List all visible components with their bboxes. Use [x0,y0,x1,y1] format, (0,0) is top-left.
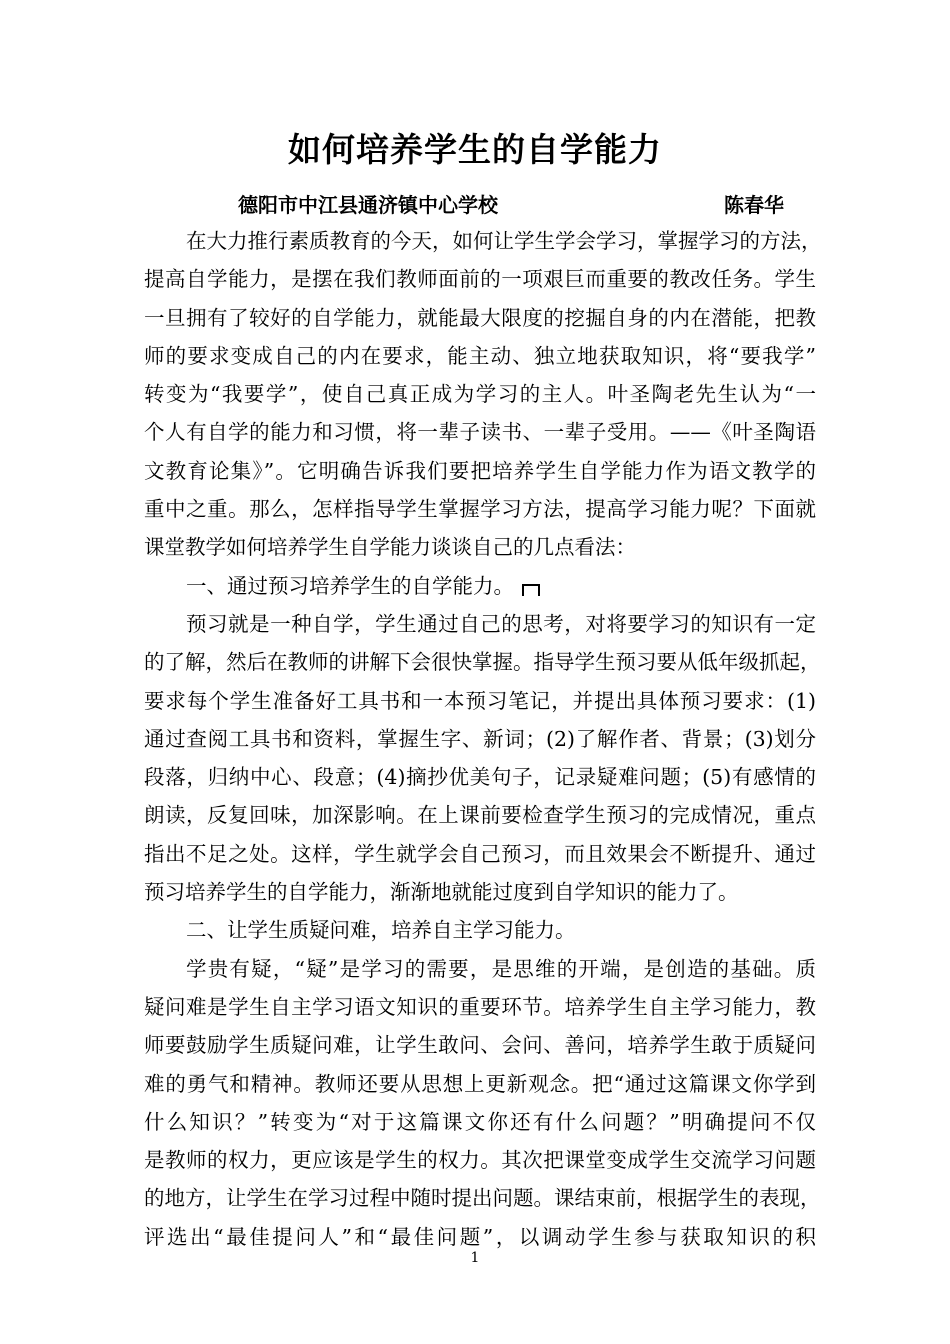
paragraph-line: 是教师的权力，更应该是学生的权力。其次把课堂变成学生交流学习问题 [144,1148,816,1173]
paragraph-line: 课堂教学如何培养学生自学能力谈谈自己的几点看法： [144,535,636,560]
paragraph-line: 师的要求变成自己的内在要求，能主动、独立地获取知识，将“要我学” [144,343,816,368]
section-heading-text: 一、通过预习培养学生的自学能力。 [186,573,514,598]
paragraph-line: 的了解，然后在教师的讲解下会很快掌握。指导学生预习要从低年级抓起， [144,650,821,675]
paragraph-line: 疑问难是学生自主学习语文知识的重要环节。培养学生自主学习能力，教 [144,994,816,1019]
section-heading [144,567,816,605]
paragraph-line: 师要鼓励学生质疑问难，让学生敢问、会问、善问，培养学生敢于质疑问 [144,1033,816,1058]
paragraph-line: 在大力推行素质教育的今天，如何让学生学会学习，掌握学习的方法， [186,229,822,253]
paragraph-line: 段落，归纳中心、段意；(4)摘抄优美句子，记录疑难问题；(5)有感情的 [144,765,816,790]
paragraph-line: 提高自学能力，是摆在我们教师面前的一项艰巨而重要的教改任务。学生 [144,267,816,292]
paragraph-line: 什么知识？”转变为“对于这篇课文你还有什么问题？”明确提问不仅 [144,1109,816,1134]
document-body [144,222,822,1256]
paragraph-line: 难的勇气和精神。教师还要从思想上更新观念。把“通过这篇课文你学到 [144,1071,816,1096]
author-name: 陈春华 [724,193,784,217]
document-title: 如何培养学生的自学能力 [288,130,662,169]
paragraph-line: 朗读，反复回味，加深影响。在上课前要检查学生预习的完成情况，重点 [144,803,816,828]
paragraph-line: 个人有自学的能力和习惯，将一辈子读书、一辈子受用。——《叶圣陶语 [144,420,816,445]
paragraph-line: 要求每个学生准备好工具书和一本预习笔记，并提出具体预习要求：(1) [144,688,816,713]
paragraph-line: 预习就是一种自学，学生通过自己的思考，对将要学习的知识有一定 [186,611,816,636]
paragraph-line: 通过查阅工具书和资料，掌握生字、新词；(2)了解作者、背景；(3)划分 [144,726,816,751]
paragraph-line: 重中之重。那么，怎样指导学生掌握学习方法，提高学习能力呢？下面就 [144,497,816,522]
page-number: 1 [470,1250,480,1266]
paragraph-line: 指出不足之处。这样，学生就学会自己预习，而且效果会不断提升、通过 [144,841,816,866]
author-school: 德阳市中江县通济镇中心学校 [238,193,498,217]
paragraph-line: 的地方，让学生在学习过程中随时提出问题。课结束前，根据学生的表现， [144,1186,821,1211]
paragraph-line: 转变为“我要学”，使自己真正成为学习的主人。叶圣陶老先生认为“一 [144,382,816,407]
paragraph-line: 一旦拥有了较好的自学能力，就能最大限度的挖掘自身的内在潜能，把教 [144,305,816,330]
paragraph-line: 评选出“最佳提问人”和“最佳问题”，以调动学生参与获取知识的积 [144,1224,816,1249]
edit-mark-icon [522,584,540,596]
paragraph-line: 预习培养学生的自学能力，渐渐地就能过度到自学知识的能力了。 [144,880,739,905]
paragraph-line: 学贵有疑，“疑”是学习的需要，是思维的开端，是创造的基础。质 [186,956,816,981]
paragraph-line: 文教育论集》”。它明确告诉我们要把培养学生自学能力作为语文教学的 [144,458,816,483]
section-heading: 二、让学生质疑问难，培养自主学习能力。 [186,918,576,943]
